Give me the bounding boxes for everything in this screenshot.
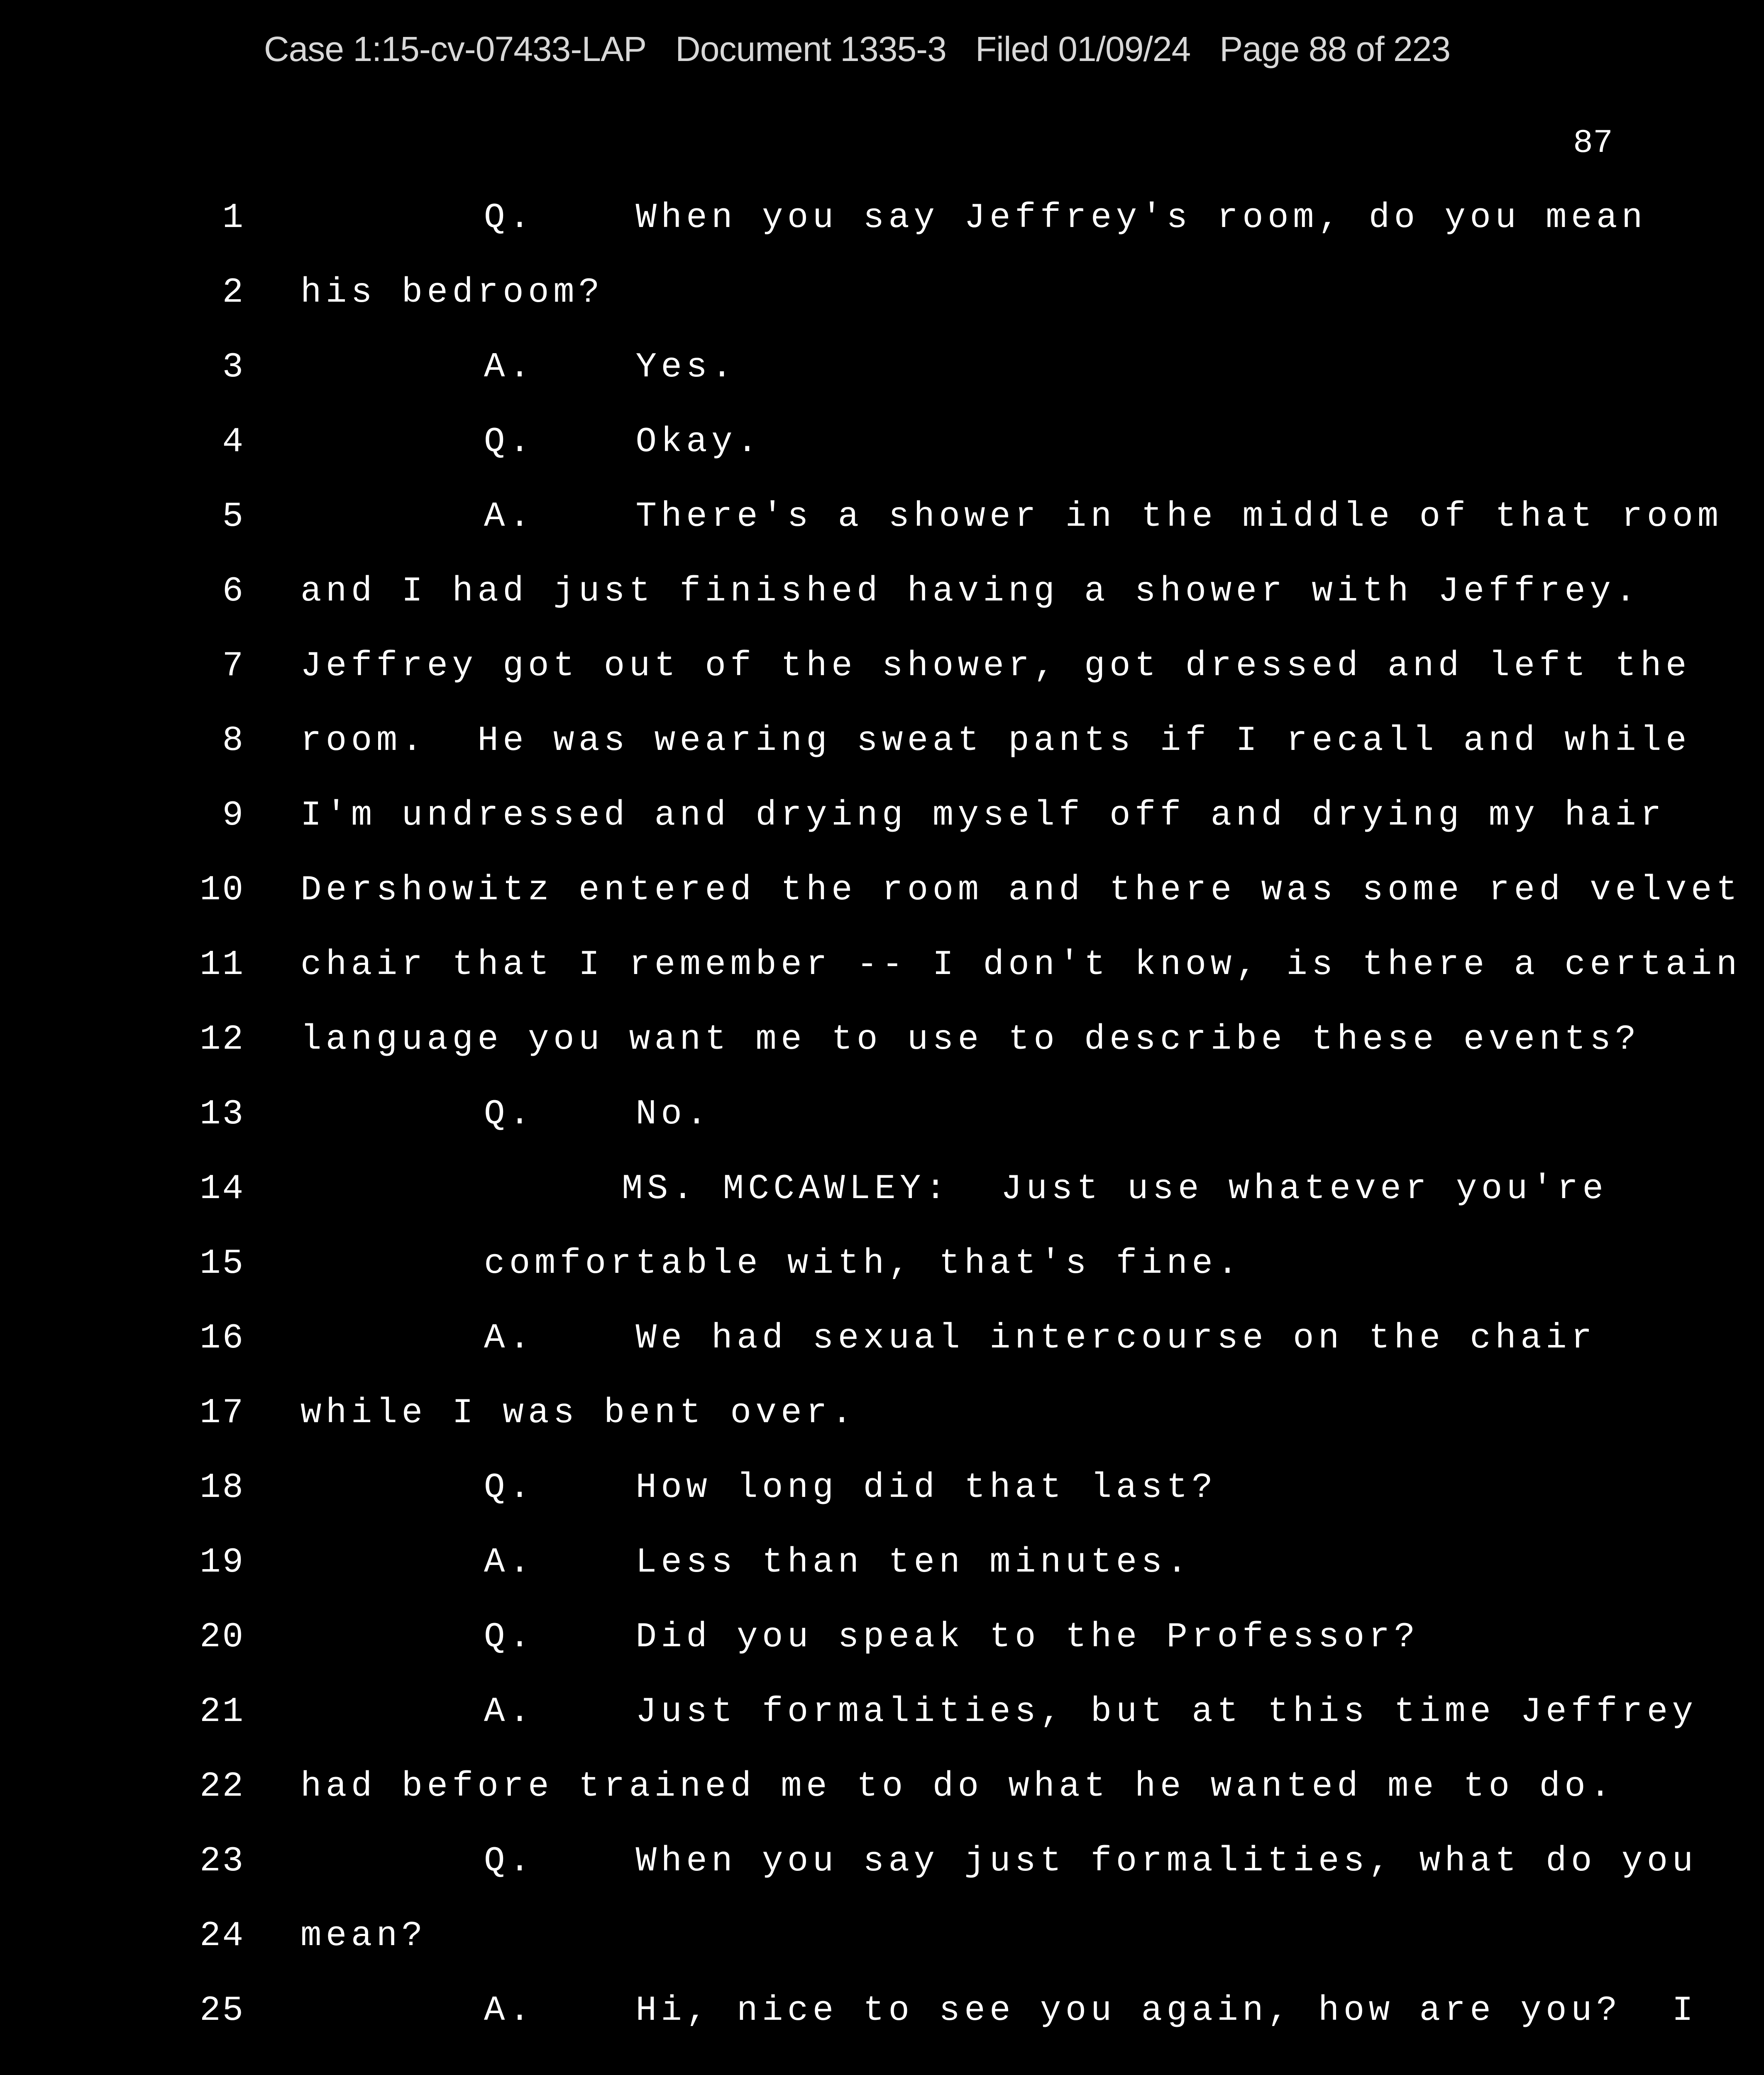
- line-number: 12: [200, 1020, 245, 1059]
- line-text: Jeffrey got out of the shower, got dressed and left the: [301, 647, 1691, 686]
- transcript-line: [0, 422, 1764, 497]
- line-text: Q. Did you speak to the Professor?: [484, 1618, 1420, 1657]
- line-number: 4: [222, 422, 245, 462]
- line-text: room. He was wearing sweat pants if I recall and while: [301, 721, 1691, 761]
- transcript-line: [0, 1543, 1764, 1618]
- transcript-line: [0, 721, 1764, 796]
- line-text: mean?: [301, 1916, 427, 1956]
- line-number: 1: [222, 198, 245, 238]
- page-of-total: Page 88 of 223: [1219, 29, 1451, 68]
- line-text: language you want me to use to describe these events?: [301, 1020, 1641, 1059]
- transcript-line: [0, 1991, 1764, 2066]
- transcript-line: [0, 1394, 1764, 1468]
- line-number: 8: [222, 721, 245, 761]
- line-text: A. Hi, nice to see you again, how are you? I: [484, 1991, 1698, 2031]
- line-number: 13: [200, 1095, 245, 1134]
- line-text: Q. When you say Jeffrey's room, do you mean: [484, 198, 1647, 238]
- transcript-line: [0, 273, 1764, 348]
- line-text: A. Yes.: [484, 348, 737, 387]
- filed-date: Filed 01/09/24: [975, 29, 1191, 68]
- line-number: 9: [222, 796, 245, 835]
- transcript-line: [0, 1319, 1764, 1394]
- transcript-line: [0, 1767, 1764, 1842]
- transcript-line: [0, 1095, 1764, 1169]
- transcript-line: [0, 796, 1764, 871]
- line-text: Q. No.: [484, 1095, 712, 1134]
- transcript-lines: [0, 198, 1764, 2066]
- line-text: comfortable with, that's fine.: [484, 1244, 1243, 1284]
- transcript-page-number: 87: [1573, 124, 1613, 162]
- transcript-line: [0, 1468, 1764, 1543]
- transcript-line: [0, 572, 1764, 647]
- document-number: Document 1335-3: [675, 29, 946, 68]
- line-number: 21: [200, 1692, 245, 1732]
- line-text: Q. How long did that last?: [484, 1468, 1217, 1508]
- line-number: 10: [200, 871, 245, 910]
- transcript-line: [0, 1020, 1764, 1095]
- line-number: 18: [200, 1468, 245, 1508]
- line-text: MS. MCCAWLEY: Just use whatever you're: [622, 1169, 1608, 1209]
- line-text: his bedroom?: [301, 273, 604, 312]
- line-text: A. Less than ten minutes.: [484, 1543, 1192, 1582]
- line-number: 5: [222, 497, 245, 537]
- line-number: 17: [200, 1394, 245, 1433]
- line-text: A. There's a shower in the middle of that room: [484, 497, 1723, 537]
- line-number: 25: [200, 1991, 245, 2031]
- line-number: 22: [200, 1767, 245, 1806]
- line-number: 15: [200, 1244, 245, 1284]
- transcript-line: [0, 348, 1764, 422]
- line-text: and I had just finished having a shower with Jeffrey.: [301, 572, 1641, 611]
- transcript-line: [0, 198, 1764, 273]
- line-text: A. Just formalities, but at this time Jeffrey: [484, 1692, 1698, 1732]
- line-number: 11: [200, 945, 245, 985]
- line-text: while I was bent over.: [301, 1394, 857, 1433]
- line-number: 20: [200, 1618, 245, 1657]
- line-number: 2: [222, 273, 245, 312]
- transcript-line: [0, 497, 1764, 572]
- line-text: had before trained me to do what he wanted me to do.: [301, 1767, 1615, 1806]
- line-number: 16: [200, 1319, 245, 1358]
- line-text: Q. When you say just formalities, what do you: [484, 1842, 1698, 1881]
- line-text: Dershowitz entered the room and there was some red velvet: [301, 871, 1742, 910]
- transcript-line: [0, 871, 1764, 945]
- line-number: 14: [200, 1169, 245, 1209]
- transcript-line: [0, 1618, 1764, 1692]
- transcript-line: [0, 1692, 1764, 1767]
- transcript-line: [0, 1244, 1764, 1319]
- line-number: 19: [200, 1543, 245, 1582]
- line-text: Q. Okay.: [484, 422, 762, 462]
- transcript-line: [0, 647, 1764, 721]
- transcript-line: [0, 1916, 1764, 1991]
- filing-header: [0, 29, 1764, 69]
- line-number: 6: [222, 572, 245, 611]
- line-text: A. We had sexual intercourse on the chair: [484, 1319, 1596, 1358]
- line-number: 24: [200, 1916, 245, 1956]
- line-number: 3: [222, 348, 245, 387]
- case-number: Case 1:15-cv-07433-LAP: [264, 29, 647, 68]
- transcript-line: [0, 1842, 1764, 1916]
- transcript-line: [0, 945, 1764, 1020]
- line-number: 7: [222, 647, 245, 686]
- line-text: chair that I remember -- I don't know, is there a certain: [301, 945, 1742, 985]
- transcript-line: [0, 1169, 1764, 1244]
- line-text: I'm undressed and drying myself off and drying my hair: [301, 796, 1666, 835]
- line-number: 23: [200, 1842, 245, 1881]
